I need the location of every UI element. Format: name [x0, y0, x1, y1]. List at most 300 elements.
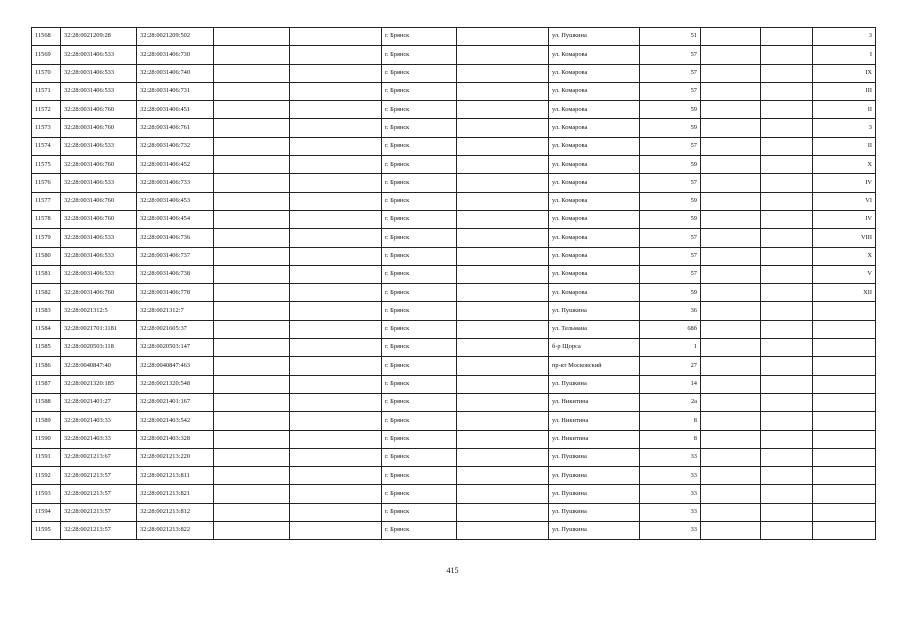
- cell-empty: [761, 284, 813, 302]
- cell-apartment-number: [813, 467, 876, 485]
- cell-city: г. Брянск: [382, 46, 457, 64]
- cell-cadastral-number: 32:28:0031406:736: [137, 229, 214, 247]
- cell-house-number: 68б: [640, 320, 701, 338]
- cell-apartment-number: VI: [813, 192, 876, 210]
- table-row: [32, 28, 876, 46]
- cell-empty: [457, 119, 549, 137]
- cell-house-number: 57: [640, 229, 701, 247]
- table-row: [32, 82, 876, 100]
- cell-empty: [290, 430, 382, 448]
- cell-city: г. Брянск: [382, 393, 457, 411]
- cell-parent-cadastral-number: 32:28:0021401:27: [61, 393, 137, 411]
- cell-street: ул. Комарова: [549, 247, 640, 265]
- cell-apartment-number: [813, 393, 876, 411]
- cell-street: ул. Никитина: [549, 412, 640, 430]
- cell-parent-cadastral-number: 32:28:0031406:760: [61, 192, 137, 210]
- cell-cadastral-number: 32:28:0031406:761: [137, 119, 214, 137]
- cell-parent-cadastral-number: 32:28:0031406:533: [61, 64, 137, 82]
- cell-parent-cadastral-number: 32:28:0031406:533: [61, 265, 137, 283]
- cell-empty: [761, 156, 813, 174]
- cell-street: ул. Тельмана: [549, 320, 640, 338]
- cell-street: б-р Щорса: [549, 339, 640, 357]
- cell-empty: [290, 265, 382, 283]
- table-row: [32, 448, 876, 466]
- cell-parent-cadastral-number: 32:28:0031406:760: [61, 119, 137, 137]
- cell-house-number: 59: [640, 101, 701, 119]
- cell-house-number: 33: [640, 503, 701, 521]
- cell-apartment-number: II: [813, 137, 876, 155]
- cell-empty: [701, 210, 761, 228]
- cell-empty: [457, 393, 549, 411]
- cell-parent-cadastral-number: 32:28:0021213:57: [61, 522, 137, 540]
- cell-city: г. Брянск: [382, 229, 457, 247]
- cell-empty: [457, 82, 549, 100]
- cell-parent-cadastral-number: 32:28:0021213:57: [61, 485, 137, 503]
- cell-empty: [290, 375, 382, 393]
- cell-record-number: 11571: [32, 82, 61, 100]
- cell-parent-cadastral-number: 32:28:0040847:40: [61, 357, 137, 375]
- cell-record-number: 11590: [32, 430, 61, 448]
- table-row: [32, 284, 876, 302]
- cell-empty: [290, 192, 382, 210]
- cell-house-number: 33: [640, 467, 701, 485]
- cell-city: г. Брянск: [382, 357, 457, 375]
- cell-street: ул. Комарова: [549, 284, 640, 302]
- cell-empty: [290, 82, 382, 100]
- table-row: [32, 320, 876, 338]
- cell-empty: [761, 412, 813, 430]
- table-row: [32, 412, 876, 430]
- cell-cadastral-number: 32:28:0021403:542: [137, 412, 214, 430]
- cell-cadastral-number: 32:28:0031406:452: [137, 156, 214, 174]
- cell-record-number: 11577: [32, 192, 61, 210]
- page-number: 415: [446, 566, 459, 575]
- cell-cadastral-number: 32:28:0031406:740: [137, 64, 214, 82]
- cell-empty: [457, 64, 549, 82]
- cell-record-number: 11579: [32, 229, 61, 247]
- cell-empty: [214, 284, 290, 302]
- cell-parent-cadastral-number: 32:28:0031406:533: [61, 174, 137, 192]
- cell-city: г. Брянск: [382, 467, 457, 485]
- cell-empty: [761, 320, 813, 338]
- cell-empty: [290, 522, 382, 540]
- cell-empty: [761, 46, 813, 64]
- table-row: [32, 503, 876, 521]
- cell-parent-cadastral-number: 32:28:0031406:533: [61, 229, 137, 247]
- table-row: [32, 46, 876, 64]
- cell-apartment-number: IV: [813, 174, 876, 192]
- cell-record-number: 11572: [32, 101, 61, 119]
- cell-empty: [290, 137, 382, 155]
- cell-cadastral-number: 32:28:0021213:812: [137, 503, 214, 521]
- cell-street: ул. Пушкина: [549, 448, 640, 466]
- cell-city: г. Брянск: [382, 64, 457, 82]
- table-row: [32, 174, 876, 192]
- cell-empty: [290, 467, 382, 485]
- cell-empty: [457, 485, 549, 503]
- cell-record-number: 11593: [32, 485, 61, 503]
- cell-parent-cadastral-number: 32:28:0021213:57: [61, 503, 137, 521]
- table-body: [32, 28, 876, 540]
- cell-cadastral-number: 32:28:0021213:821: [137, 485, 214, 503]
- cell-record-number: 11592: [32, 467, 61, 485]
- cell-house-number: 57: [640, 265, 701, 283]
- cell-empty: [761, 375, 813, 393]
- cell-parent-cadastral-number: 32:28:0021403:33: [61, 412, 137, 430]
- cell-street: ул. Пушкина: [549, 503, 640, 521]
- cell-empty: [457, 357, 549, 375]
- cell-house-number: 33: [640, 448, 701, 466]
- cell-empty: [761, 137, 813, 155]
- cell-empty: [290, 174, 382, 192]
- cell-city: г. Брянск: [382, 302, 457, 320]
- cell-empty: [290, 119, 382, 137]
- cell-house-number: 57: [640, 82, 701, 100]
- cell-cadastral-number: 32:28:0031406:778: [137, 284, 214, 302]
- cell-empty: [290, 101, 382, 119]
- cell-record-number: 11588: [32, 393, 61, 411]
- cell-city: г. Брянск: [382, 156, 457, 174]
- cell-empty: [701, 101, 761, 119]
- cell-empty: [701, 265, 761, 283]
- cell-apartment-number: [813, 375, 876, 393]
- cell-record-number: 11581: [32, 265, 61, 283]
- cell-parent-cadastral-number: 32:28:0031406:760: [61, 156, 137, 174]
- cell-apartment-number: [813, 302, 876, 320]
- cell-empty: [701, 485, 761, 503]
- cell-apartment-number: I: [813, 46, 876, 64]
- cell-empty: [290, 339, 382, 357]
- cell-city: г. Брянск: [382, 320, 457, 338]
- cell-parent-cadastral-number: 32:28:0031406:533: [61, 46, 137, 64]
- cell-empty: [761, 192, 813, 210]
- cell-empty: [761, 503, 813, 521]
- cell-apartment-number: [813, 430, 876, 448]
- cell-empty: [290, 210, 382, 228]
- cell-apartment-number: IX: [813, 64, 876, 82]
- cell-city: г. Брянск: [382, 339, 457, 357]
- cell-parent-cadastral-number: 32:28:0031406:760: [61, 284, 137, 302]
- cell-empty: [701, 119, 761, 137]
- cell-house-number: 59: [640, 210, 701, 228]
- cell-empty: [214, 430, 290, 448]
- cell-cadastral-number: 32:28:0031406:451: [137, 101, 214, 119]
- cell-parent-cadastral-number: 32:28:0031406:533: [61, 247, 137, 265]
- cell-empty: [290, 156, 382, 174]
- cell-empty: [701, 174, 761, 192]
- cell-house-number: 2а: [640, 393, 701, 411]
- cell-empty: [457, 192, 549, 210]
- table-row: [32, 357, 876, 375]
- cell-apartment-number: XII: [813, 284, 876, 302]
- cell-cadastral-number: 32:28:0021209:502: [137, 28, 214, 46]
- cell-cadastral-number: 32:28:0021312:7: [137, 302, 214, 320]
- cell-empty: [701, 375, 761, 393]
- cell-city: г. Брянск: [382, 503, 457, 521]
- cell-empty: [290, 357, 382, 375]
- cell-empty: [214, 101, 290, 119]
- cell-empty: [701, 503, 761, 521]
- table-row: [32, 156, 876, 174]
- cell-empty: [701, 339, 761, 357]
- cell-empty: [214, 375, 290, 393]
- table-row: [32, 485, 876, 503]
- cell-empty: [290, 28, 382, 46]
- cell-apartment-number: III: [813, 82, 876, 100]
- cell-empty: [457, 320, 549, 338]
- cell-empty: [701, 137, 761, 155]
- cell-street: ул. Комарова: [549, 46, 640, 64]
- table-row: [32, 64, 876, 82]
- cell-street: ул. Пушкина: [549, 302, 640, 320]
- cell-city: г. Брянск: [382, 412, 457, 430]
- cell-city: г. Брянск: [382, 192, 457, 210]
- cell-apartment-number: V: [813, 265, 876, 283]
- cell-cadastral-number: 32:28:0020503:147: [137, 339, 214, 357]
- cell-street: ул. Комарова: [549, 64, 640, 82]
- cell-street: ул. Комарова: [549, 192, 640, 210]
- cell-cadastral-number: 32:28:0031406:454: [137, 210, 214, 228]
- cell-empty: [457, 503, 549, 521]
- table-row: [32, 247, 876, 265]
- cell-empty: [214, 302, 290, 320]
- cell-house-number: 36: [640, 302, 701, 320]
- cell-parent-cadastral-number: 32:28:0021209:28: [61, 28, 137, 46]
- table-row: [32, 101, 876, 119]
- cell-empty: [701, 28, 761, 46]
- cell-apartment-number: VIII: [813, 229, 876, 247]
- cell-house-number: 51: [640, 28, 701, 46]
- cell-house-number: 8: [640, 412, 701, 430]
- cell-record-number: 11583: [32, 302, 61, 320]
- cell-street: ул. Комарова: [549, 229, 640, 247]
- cell-record-number: 11570: [32, 64, 61, 82]
- table-row: [32, 339, 876, 357]
- cell-street: ул. Пушкина: [549, 375, 640, 393]
- cell-apartment-number: X: [813, 156, 876, 174]
- cell-empty: [214, 393, 290, 411]
- cell-empty: [457, 467, 549, 485]
- cell-record-number: 11569: [32, 46, 61, 64]
- cell-parent-cadastral-number: 32:28:0021701:1181: [61, 320, 137, 338]
- cell-apartment-number: [813, 448, 876, 466]
- cell-city: г. Брянск: [382, 28, 457, 46]
- cell-empty: [761, 339, 813, 357]
- cell-empty: [457, 522, 549, 540]
- cell-apartment-number: X: [813, 247, 876, 265]
- cell-empty: [761, 174, 813, 192]
- cell-empty: [701, 430, 761, 448]
- cell-record-number: 11595: [32, 522, 61, 540]
- cell-cadastral-number: 32:28:0031406:730: [137, 46, 214, 64]
- cell-city: г. Брянск: [382, 137, 457, 155]
- table-row: [32, 192, 876, 210]
- cell-empty: [214, 119, 290, 137]
- cell-empty: [214, 357, 290, 375]
- cell-house-number: 1: [640, 339, 701, 357]
- cell-empty: [214, 339, 290, 357]
- cell-empty: [214, 522, 290, 540]
- cell-street: ул. Никитина: [549, 430, 640, 448]
- cell-empty: [214, 28, 290, 46]
- cell-empty: [701, 393, 761, 411]
- cell-empty: [701, 46, 761, 64]
- cell-record-number: 11573: [32, 119, 61, 137]
- cell-house-number: 57: [640, 247, 701, 265]
- cell-house-number: 59: [640, 156, 701, 174]
- cell-empty: [701, 448, 761, 466]
- cell-street: ул. Пушкина: [549, 485, 640, 503]
- cell-cadastral-number: 32:28:0021401:167: [137, 393, 214, 411]
- cell-empty: [457, 375, 549, 393]
- cell-empty: [214, 192, 290, 210]
- cell-apartment-number: [813, 522, 876, 540]
- cell-empty: [214, 174, 290, 192]
- cell-apartment-number: 3: [813, 28, 876, 46]
- cell-apartment-number: II: [813, 101, 876, 119]
- cell-house-number: 27: [640, 357, 701, 375]
- cell-street: ул. Комарова: [549, 82, 640, 100]
- cell-parent-cadastral-number: 32:28:0020503:118: [61, 339, 137, 357]
- cell-empty: [701, 357, 761, 375]
- cell-cadastral-number: 32:28:0021213:811: [137, 467, 214, 485]
- cell-house-number: 59: [640, 192, 701, 210]
- cell-cadastral-number: 32:28:0031406:738: [137, 265, 214, 283]
- cell-house-number: 14: [640, 375, 701, 393]
- cell-apartment-number: 3: [813, 119, 876, 137]
- cell-empty: [761, 430, 813, 448]
- cell-empty: [761, 247, 813, 265]
- cell-empty: [457, 46, 549, 64]
- cell-empty: [761, 101, 813, 119]
- cell-empty: [214, 137, 290, 155]
- cell-empty: [214, 82, 290, 100]
- cell-city: г. Брянск: [382, 284, 457, 302]
- cell-empty: [701, 302, 761, 320]
- cell-empty: [214, 64, 290, 82]
- cell-empty: [290, 412, 382, 430]
- cell-parent-cadastral-number: 32:28:0021213:67: [61, 448, 137, 466]
- cell-empty: [290, 485, 382, 503]
- cell-empty: [457, 210, 549, 228]
- cell-street: ул. Пушкина: [549, 467, 640, 485]
- cell-street: ул. Пушкина: [549, 28, 640, 46]
- cell-cadastral-number: 32:28:0021213:822: [137, 522, 214, 540]
- cell-cadastral-number: 32:28:0021213:220: [137, 448, 214, 466]
- cell-empty: [457, 156, 549, 174]
- cell-empty: [457, 137, 549, 155]
- cell-house-number: 57: [640, 174, 701, 192]
- cell-city: г. Брянск: [382, 210, 457, 228]
- cell-empty: [290, 393, 382, 411]
- cell-empty: [214, 247, 290, 265]
- cell-city: г. Брянск: [382, 375, 457, 393]
- cell-apartment-number: IV: [813, 210, 876, 228]
- cell-empty: [290, 503, 382, 521]
- cell-empty: [290, 448, 382, 466]
- cell-empty: [761, 28, 813, 46]
- cell-empty: [701, 64, 761, 82]
- cell-empty: [214, 210, 290, 228]
- cell-house-number: 59: [640, 284, 701, 302]
- cell-street: ул. Комарова: [549, 174, 640, 192]
- table-row: [32, 119, 876, 137]
- cell-parent-cadastral-number: 32:28:0021320:185: [61, 375, 137, 393]
- cell-empty: [701, 522, 761, 540]
- cell-parent-cadastral-number: 32:28:0021403:33: [61, 430, 137, 448]
- cell-empty: [457, 339, 549, 357]
- cell-house-number: 57: [640, 137, 701, 155]
- cell-empty: [457, 247, 549, 265]
- cell-house-number: 33: [640, 485, 701, 503]
- cell-street: ул. Комарова: [549, 101, 640, 119]
- cell-empty: [457, 229, 549, 247]
- cell-cadastral-number: 32:28:0031406:737: [137, 247, 214, 265]
- cell-apartment-number: [813, 339, 876, 357]
- cell-empty: [214, 46, 290, 64]
- cell-street: ул. Комарова: [549, 119, 640, 137]
- cell-empty: [761, 448, 813, 466]
- cell-empty: [701, 412, 761, 430]
- cell-city: г. Брянск: [382, 247, 457, 265]
- table-row: [32, 265, 876, 283]
- cell-cadastral-number: 32:28:0021605:37: [137, 320, 214, 338]
- cell-empty: [761, 82, 813, 100]
- table-row: [32, 467, 876, 485]
- cell-empty: [290, 46, 382, 64]
- cell-empty: [290, 302, 382, 320]
- cell-record-number: 11585: [32, 339, 61, 357]
- cell-empty: [761, 64, 813, 82]
- cell-empty: [290, 320, 382, 338]
- cell-empty: [290, 64, 382, 82]
- cell-empty: [214, 485, 290, 503]
- table-row: [32, 393, 876, 411]
- cell-street: пр-кт Московский: [549, 357, 640, 375]
- cell-parent-cadastral-number: 32:28:0021213:57: [61, 467, 137, 485]
- cell-parent-cadastral-number: 32:28:0031406:533: [61, 82, 137, 100]
- cell-cadastral-number: 32:28:0031406:453: [137, 192, 214, 210]
- cell-empty: [761, 467, 813, 485]
- cell-city: г. Брянск: [382, 101, 457, 119]
- cell-record-number: 11584: [32, 320, 61, 338]
- cell-empty: [214, 467, 290, 485]
- property-register-table: [31, 27, 876, 540]
- cell-record-number: 11576: [32, 174, 61, 192]
- cell-empty: [761, 485, 813, 503]
- cell-empty: [761, 393, 813, 411]
- cell-empty: [457, 412, 549, 430]
- cell-city: г. Брянск: [382, 265, 457, 283]
- table-row: [32, 375, 876, 393]
- cell-empty: [761, 229, 813, 247]
- cell-record-number: 11580: [32, 247, 61, 265]
- cell-city: г. Брянск: [382, 82, 457, 100]
- cell-house-number: 57: [640, 46, 701, 64]
- cell-apartment-number: [813, 485, 876, 503]
- cell-empty: [701, 467, 761, 485]
- cell-empty: [761, 302, 813, 320]
- cell-empty: [701, 192, 761, 210]
- cell-empty: [214, 412, 290, 430]
- cell-record-number: 11582: [32, 284, 61, 302]
- cell-city: г. Брянск: [382, 485, 457, 503]
- cell-apartment-number: [813, 503, 876, 521]
- cell-empty: [457, 302, 549, 320]
- cell-cadastral-number: 32:28:0040847:463: [137, 357, 214, 375]
- cell-empty: [214, 229, 290, 247]
- cell-empty: [457, 284, 549, 302]
